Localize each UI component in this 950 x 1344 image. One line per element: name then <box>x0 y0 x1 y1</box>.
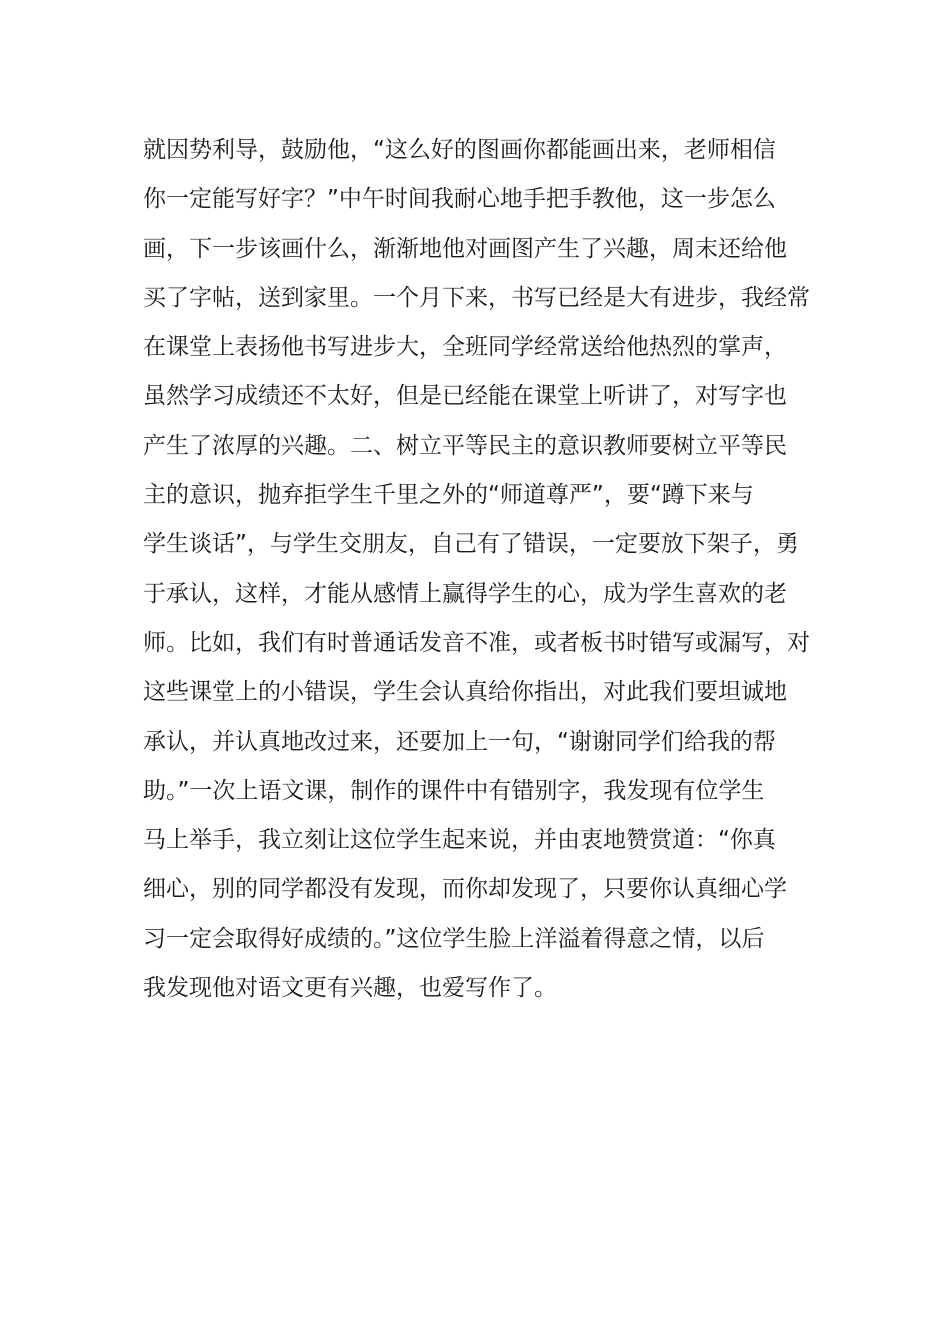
text-line: 虽然学习成绩还不太好，但是已经能在课堂上听讲了，对写字也 <box>143 383 787 410</box>
text-line: 学生谈话”，与学生交朋友，自己有了错误，一定要放下架子，勇 <box>143 531 799 558</box>
text-line: 承认，并认真地改过来，还要加上一句，“谢谢同学们给我的帮 <box>143 728 776 755</box>
body-paragraph <box>143 126 813 1013</box>
text-line: 你一定能写好字？”中午时间我耐心地手把手教他，这一步怎么 <box>143 186 776 213</box>
text-line: 马上举手，我立刻让这位学生起来说，并由衷地赞赏道：“你真 <box>143 827 776 854</box>
text-line: 我发现他对语文更有兴趣，也爱写作了。 <box>143 975 557 1002</box>
text-line: 在课堂上表扬他书写进步大，全班同学经常送给他热烈的掌声， <box>143 334 787 361</box>
text-line: 于承认，这样，才能从感情上赢得学生的心，成为学生喜欢的老 <box>143 580 787 607</box>
text-line: 产生了浓厚的兴趣。二、树立平等民主的意识教师要树立平等民 <box>143 432 787 459</box>
text-line: 这些课堂上的小错误，学生会认真给你指出，对此我们要坦诚地 <box>143 679 787 706</box>
text-line: 助。”一次上语文课，制作的课件中有错别字，我发现有位学生 <box>143 777 765 804</box>
text-line: 就因势利导，鼓励他，“这么好的图画你都能画出来，老师相信 <box>143 137 776 163</box>
text-line: 买了字帖，送到家里。一个月下来，书写已经是大有进步，我经常 <box>143 284 810 311</box>
text-line: 画，下一步该画什么，渐渐地他对画图产生了兴趣，周末还给他 <box>143 235 787 262</box>
text-line: 习一定会取得好成绩的。”这位学生脸上洋溢着得意之情，以后 <box>143 925 765 952</box>
text-line: 主的意识，抛弃拒学生千里之外的“师道尊严”，要“蹲下来与 <box>143 482 754 509</box>
text-line: 细心，别的同学都没有发现，而你却发现了，只要你认真细心学 <box>143 876 787 903</box>
text-line: 师。比如，我们有时普通话发音不准，或者板书时错写或漏写，对 <box>143 629 810 656</box>
